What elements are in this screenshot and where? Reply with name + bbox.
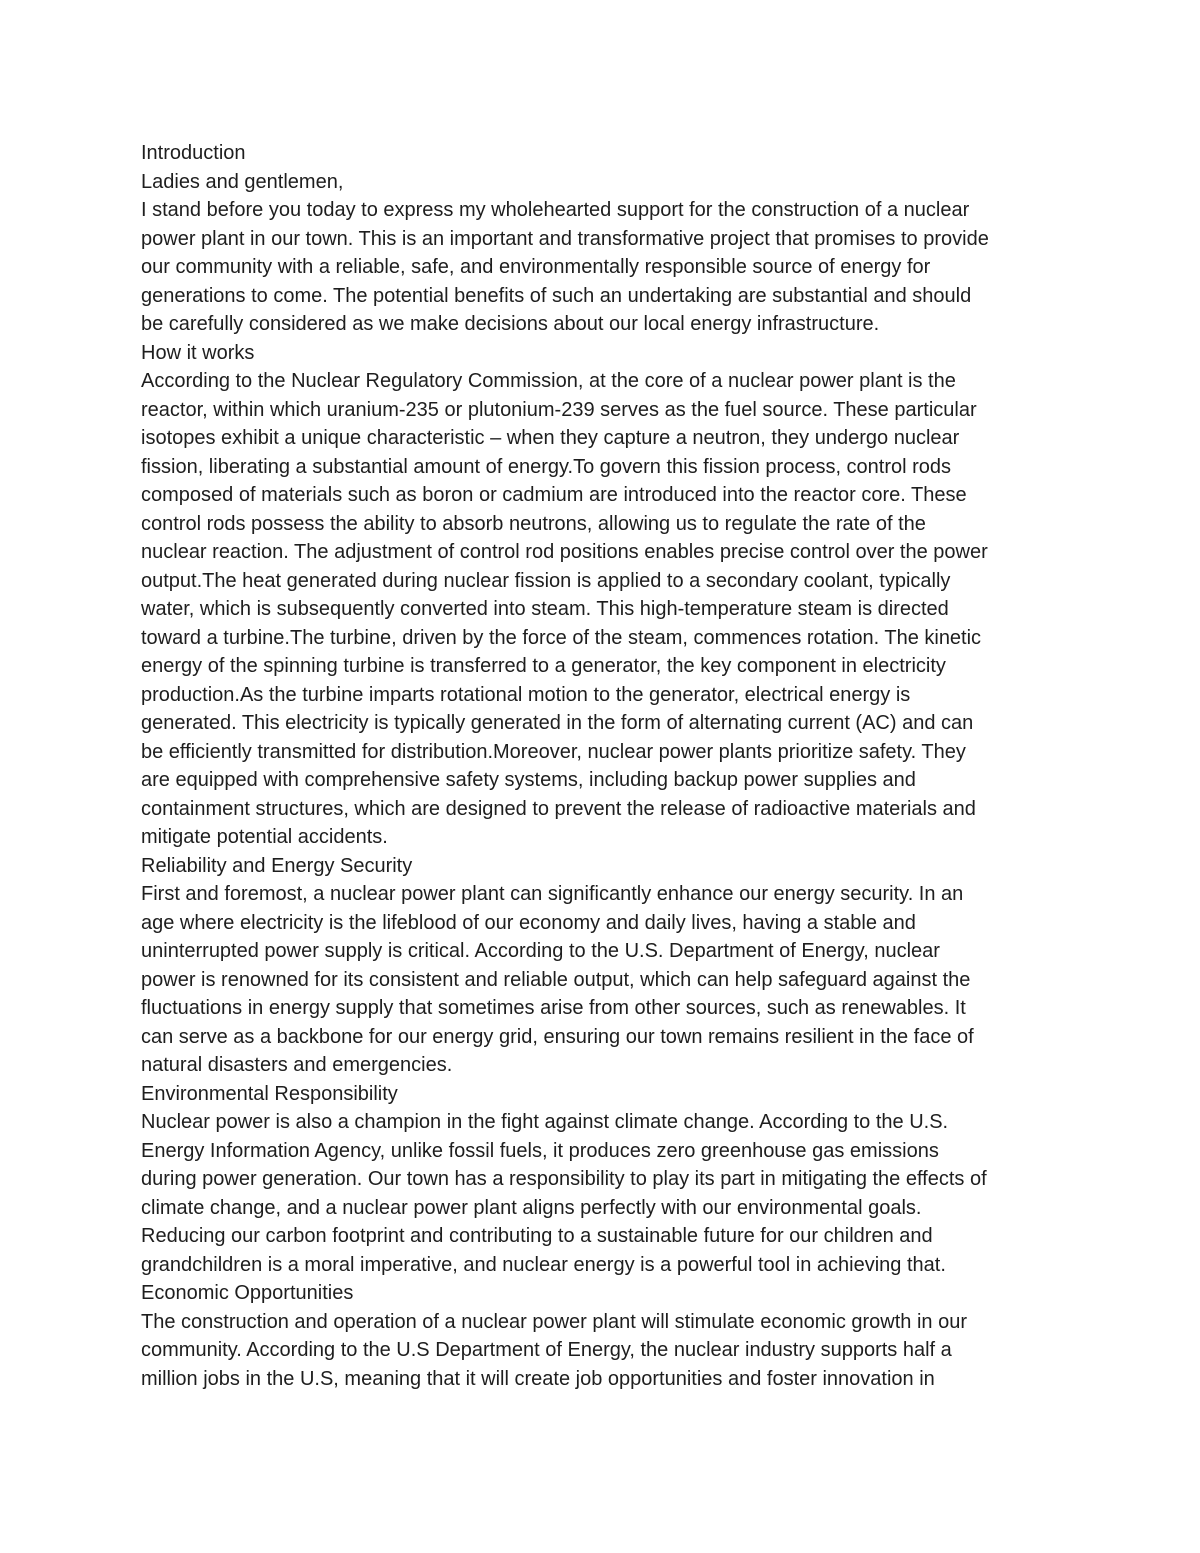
body-text-line: Nuclear power is also a champion in the fight against climate change. According to the U.S. [141,1111,949,1133]
body-text-line: generated. This electricity is typically generated in the form of alternating current (AC) and can [141,712,974,734]
body-text-line: fission, liberating a substantial amount of energy.To govern this fission process, control rods [141,455,952,478]
body-text-line: production.As the turbine imparts rotational motion to the generator, electrical energy is [141,683,911,706]
body-text-line: According to the Nuclear Regulatory Commission, at the core of a nuclear power plant is the [141,370,956,392]
body-text-line: are equipped with comprehensive safety systems, including backup power supplies and [141,769,916,791]
body-text-line: power plant in our town. This is an important and transformative project that promises to provide [141,227,989,250]
body-text-line: community. According to the U.S Department of Energy, the nuclear industry supports half a [141,1339,952,1361]
body-text-line: water, which is subsequently converted into steam. This high-temperature steam is directed [141,598,949,620]
body-text-line: Reducing our carbon footprint and contributing to a sustainable future for our children and [141,1225,933,1247]
body-text-line: power is renowned for its consistent and reliable output, which can help safeguard against the [141,968,971,991]
body-text-line: during power generation. Our town has a responsibility to play its part in mitigating the effects of [141,1168,987,1190]
body-text-line: The construction and operation of a nuclear power plant will stimulate economic growth in our [141,1310,967,1333]
body-text-line: nuclear reaction. The adjustment of control rod positions enables precise control over the power [141,541,988,563]
body-text-line: isotopes exhibit a unique characteristic – when they capture a neutron, they undergo nuclear [141,427,960,449]
body-text-line: age where electricity is the lifeblood of our economy and daily lives, having a stable and [141,911,916,934]
body-text-line: containment structures, which are designed to prevent the release of radioactive materials and [141,797,976,820]
body-text-line: climate change, and a nuclear power plant aligns perfectly with our environmental goals. [141,1196,922,1219]
body-text-line: grandchildren is a moral imperative, and nuclear energy is a powerful tool in achieving that. [141,1253,946,1276]
body-text-line: our community with a reliable, safe, and environmentally responsible source of energy for [141,256,931,278]
section-heading: Introduction [141,142,246,164]
body-text-line: First and foremost, a nuclear power plant can significantly enhance our energy security. In an [141,883,964,905]
body-text-line: be efficiently transmitted for distribution.Moreover, nuclear power plants prioritize safety. They [141,740,966,763]
body-text-line: be carefully considered as we make decisions about our local energy infrastructure. [141,313,880,335]
body-text-line: output.The heat generated during nuclear fission is applied to a secondary coolant, typically [141,569,951,592]
body-text-line: control rods possess the ability to absorb neutrons, allowing us to regulate the rate of the [141,512,926,535]
body-text-line: mitigate potential accidents. [141,826,388,848]
body-text-line: natural disasters and emergencies. [141,1054,453,1076]
body-text-line: composed of materials such as boron or cadmium are introduced into the reactor core. These [141,484,967,506]
body-text-line: I stand before you today to express my wholehearted support for the construction of a nuclear [141,199,970,221]
body-text-line: toward a turbine.The turbine, driven by the force of the steam, commences rotation. The kinetic [141,626,982,649]
body-text-line: Ladies and gentlemen, [141,170,344,193]
body-text-line: million jobs in the U.S, meaning that it will create job opportunities and foster innovation in [141,1367,935,1390]
section-heading: Economic Opportunities [141,1282,354,1304]
body-text-line: fluctuations in energy supply that sometimes arise from other sources, such as renewables. It [141,997,966,1019]
body-text-line: generations to come. The potential benefits of such an undertaking are substantial and should [141,284,972,307]
section-heading: Reliability and Energy Security [141,854,413,877]
section-heading: Environmental Responsibility [141,1082,398,1105]
section-heading: How it works [141,341,255,364]
body-text-line: Energy Information Agency, unlike fossil fuels, it produces zero greenhouse gas emissions [141,1139,939,1162]
body-text-line: energy of the spinning turbine is transferred to a generator, the key component in electricity [141,655,946,677]
document-page [141,139,1066,1393]
body-text-line: can serve as a backbone for our energy grid, ensuring our town remains resilient in the face of [141,1025,974,1048]
body-text-line: reactor, within which uranium-235 or plutonium-239 serves as the fuel source. These particular [141,398,977,421]
body-text-line: uninterrupted power supply is critical. According to the U.S. Department of Energy, nuclear [141,940,940,962]
